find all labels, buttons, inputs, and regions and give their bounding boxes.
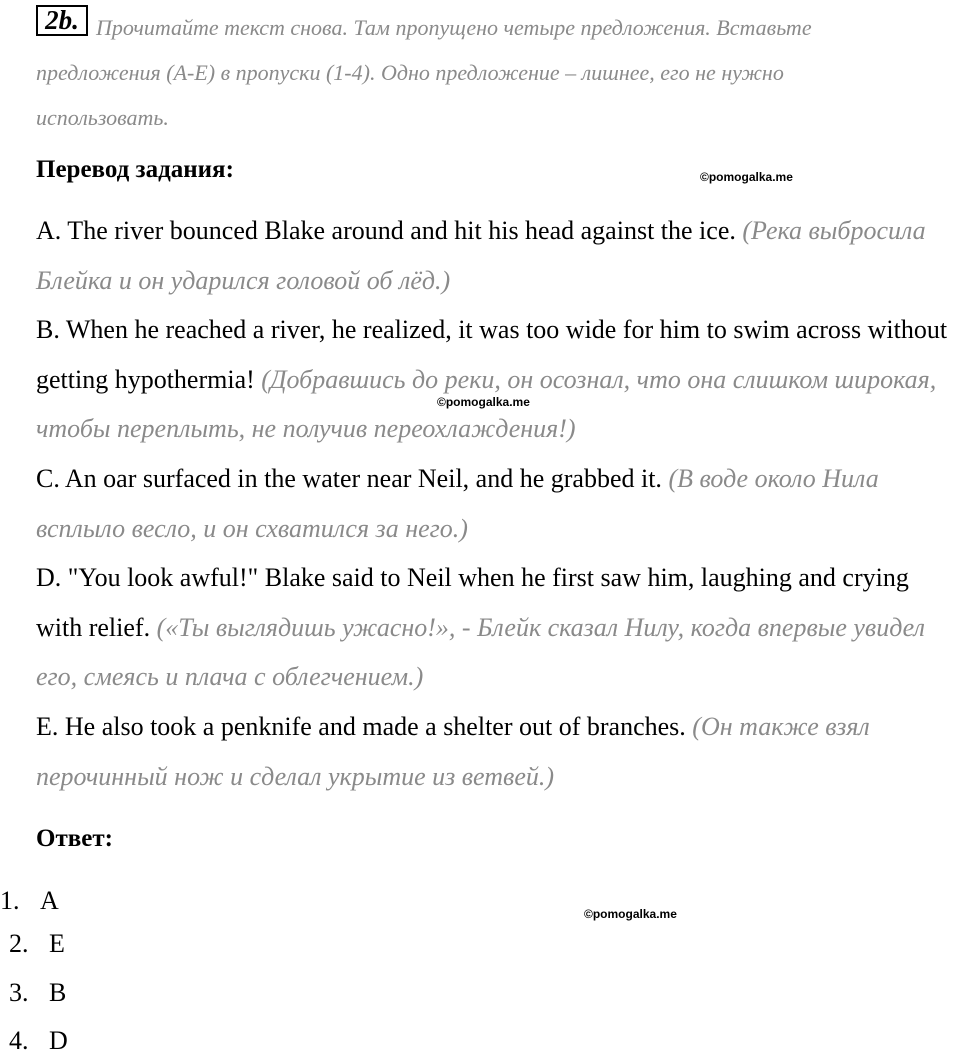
- task-number-badge: 2b.: [36, 5, 88, 36]
- answer-heading: Ответ:: [36, 825, 113, 852]
- sentence-translation: (Добравшись до реки, он осознал, что она слишком широкая, чтобы переплыть, не получив переохлаждения!): [36, 364, 937, 444]
- sentence-text: D. "You look awful!" Blake said to Neil when he first saw him, laughing and crying with relief.: [36, 563, 909, 642]
- answer-letter: E: [49, 929, 65, 958]
- answer-number: 1.: [0, 886, 20, 915]
- translation-heading: Перевод задания:: [36, 156, 234, 183]
- sentence-translation: (Он также взял перочинный нож и сделал укрытие из ветвей.): [36, 711, 870, 791]
- answer-letter: B: [49, 978, 67, 1007]
- sentence-d: [36, 553, 954, 702]
- sentence-a: [36, 206, 954, 305]
- watermark: ©pomogalka.me: [584, 907, 677, 921]
- sentence-translation: («Ты выглядишь ужасно!», - Блейк сказал Нилу, когда впервые увидел его, смеясь и плача с облегчением.): [36, 612, 925, 692]
- answer-number: 2.: [9, 929, 29, 958]
- task-instruction: Прочитайте текст снова. Там пропущено четыре предложения. Вставьте предложения (А-Е) в пропуски (1-4). Одно предложение – лишнее, его не нужно использовать.: [36, 15, 812, 130]
- answer-item: [9, 1026, 68, 1056]
- answer-number: 3.: [9, 978, 29, 1007]
- sentence-c: [36, 454, 954, 553]
- answer-letter: D: [49, 1026, 68, 1055]
- answer-number: 4.: [9, 1026, 29, 1055]
- sentence-text: A. The river bounced Blake around and hit his head against the ice.: [36, 216, 736, 245]
- sentence-e: [36, 702, 954, 801]
- sentence-list: [36, 206, 954, 801]
- sentence-translation: (Река выбросила Блейка и он ударился головой об лёд.): [36, 216, 926, 295]
- sentence-translation: (В воде около Нила всплыло весло, и он схватился за него.): [36, 463, 879, 543]
- sentence-text: B. When he reached a river, he realized, it was too wide for him to swim across without getting hypothermia!: [36, 315, 948, 394]
- watermark: ©pomogalka.me: [700, 170, 793, 184]
- answer-item: [9, 929, 65, 959]
- sentence-b: [36, 305, 954, 454]
- watermark: ©pomogalka.me: [437, 395, 530, 409]
- answer-item: [9, 978, 66, 1008]
- sentence-text: E. He also took a penknife and made a shelter out of branches.: [36, 711, 686, 741]
- answer-letter: A: [40, 886, 59, 915]
- answer-item: [0, 886, 59, 916]
- sentence-text: C. An oar surfaced in the water near Neil, and he grabbed it.: [36, 463, 662, 493]
